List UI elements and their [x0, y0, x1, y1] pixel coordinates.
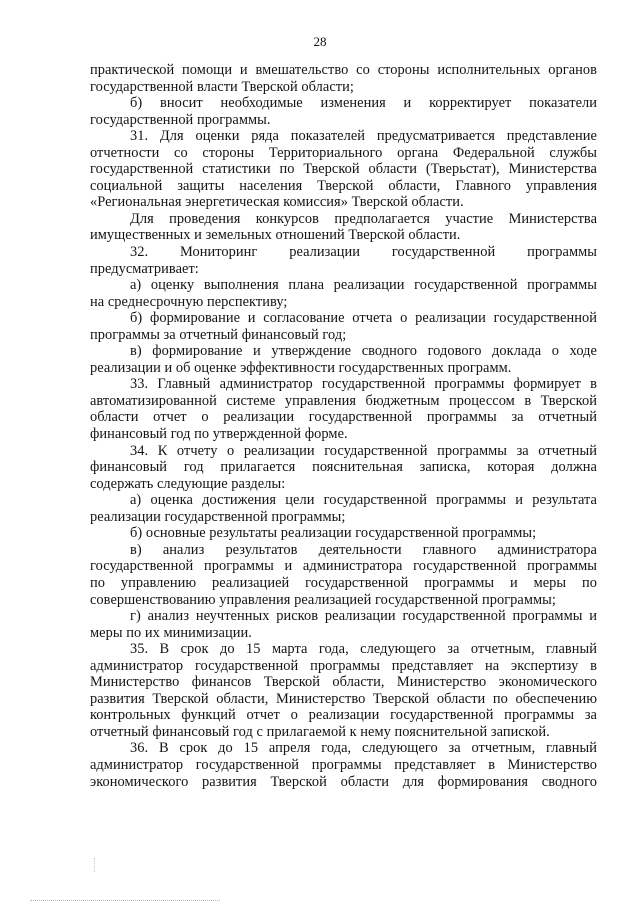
- text-line: Министерство финансов Тверской области, Министерство экономического: [90, 674, 597, 691]
- text-line: предусматривает:: [90, 260, 199, 277]
- text-line: «Региональная энергетическая комиссия» Тверской области.: [90, 194, 464, 211]
- text-line: а) оценку выполнения плана реализации государственной программы: [130, 277, 597, 294]
- scan-edge: [30, 900, 220, 901]
- text-line: 35. В срок до 15 марта года, следующего за отчетным, главный: [130, 641, 597, 658]
- text-line: Для проведения конкурсов предполагается участие Министерства: [130, 210, 597, 227]
- text-line: имущественных и земельных отношений Тверской области.: [90, 227, 461, 244]
- text-line: администратор государственной программы представляет на экспертизу в: [90, 657, 597, 674]
- text-line: администратор государственной программы представляет в Министерство: [90, 756, 597, 773]
- text-line: 31. Для оценки ряда показателей предусматривается представление: [130, 128, 597, 145]
- text-line: реализации государственной программы;: [90, 508, 346, 525]
- text-line: а) оценка достижения цели государственной программы и результата: [130, 492, 597, 509]
- text-line: практической помощи и вмешательство со стороны исполнительных органов: [90, 62, 597, 78]
- text-line: автоматизированной системе управления бюджетным процессом в Тверской: [90, 392, 597, 409]
- text-line: отчетности со стороны Территориального органа Федеральной службы: [90, 144, 597, 161]
- text-line: 32. Мониторинг реализации государственной программы: [130, 244, 597, 261]
- text-line: отчетный финансовый год с прилагаемой к нему пояснительной запиской.: [90, 723, 550, 740]
- text-line: 33. Главный администратор государственной программы формирует в: [130, 376, 597, 393]
- text-line: финансовый год по утвержденной форме.: [90, 426, 348, 443]
- text-line: государственной программы.: [90, 111, 271, 128]
- text-line: меры по их минимизации.: [90, 624, 252, 641]
- text-line: развития Тверской области, Министерство Тверской области по обеспечению: [90, 690, 597, 707]
- text-line: государственной власти Тверской области;: [90, 78, 354, 95]
- text-line: б) формирование и согласование отчета о реализации государственной: [130, 310, 597, 327]
- text-line: экономического развития Тверской области для формирования сводного: [90, 773, 597, 790]
- text-line: содержать следующие разделы:: [90, 475, 286, 492]
- text-line: социальной защиты населения Тверской области, Главного управления: [90, 177, 597, 194]
- text-line: в) формирование и утверждение сводного годового доклада о ходе: [130, 343, 597, 360]
- text-line: на среднесрочную перспективу;: [90, 293, 288, 310]
- text-line: реализации и об оценке эффективности государственных программ.: [90, 359, 512, 376]
- text-line: в) анализ результатов деятельности главного администратора: [130, 541, 597, 558]
- text-line: б) вносит необходимые изменения и корректирует показатели: [130, 95, 597, 112]
- text-line: б) основные результаты реализации государственной программы;: [130, 525, 537, 542]
- text-line: 34. К отчету о реализации государственной программы за отчетный: [130, 442, 597, 459]
- page-number: 28: [313, 34, 327, 49]
- scan-mark: [94, 858, 96, 872]
- text-line: совершенствованию управления реализацией государственной программы;: [90, 591, 556, 608]
- text-line: программы за отчетный финансовый год;: [90, 326, 347, 343]
- text-line: финансовый год прилагается пояснительная записка, которая должна: [90, 459, 597, 476]
- body-text: [90, 62, 597, 790]
- text-line: г) анализ неучтенных рисков реализации государственной программы и: [130, 608, 597, 625]
- text-line: государственной статистики по Тверской области (Тверьстат), Министерства: [90, 161, 597, 178]
- text-line: по управлению реализацией государственной программы и меры по: [90, 574, 597, 591]
- text-line: контрольных функций отчет о реализации государственной программы за: [90, 707, 597, 724]
- text-line: области отчет о реализации государственной программы за отчетный: [90, 409, 597, 426]
- text-line: государственной программы и администратора государственной программы: [90, 558, 597, 575]
- text-line: 36. В срок до 15 апреля года, следующего за отчетным, главный: [130, 740, 597, 757]
